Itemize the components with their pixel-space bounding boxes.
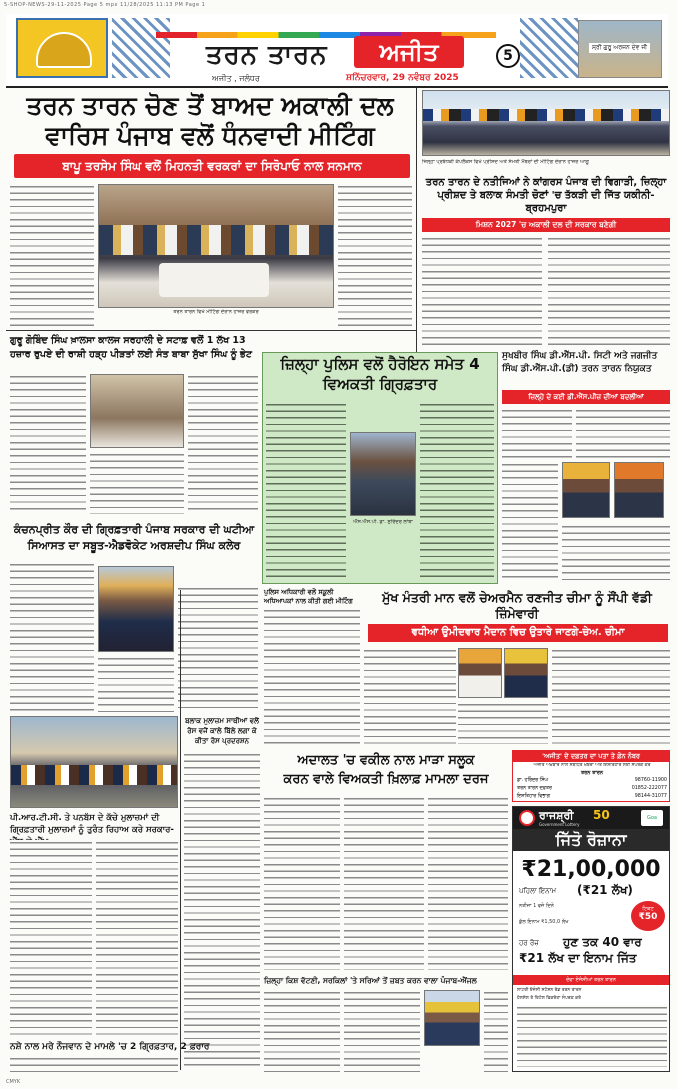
ad-sign: ਸ੍ਰੀ ਗੁਰੂ ਅਰਜਨ ਦੇਵ ਜੀ <box>589 43 650 53</box>
rule-h1 <box>6 330 416 331</box>
lottery-contact-head: ਦੇਵਾ ਏਜੰਸੀਆਂ ਤਰਨ ਤਾਰਨ <box>513 975 669 985</box>
court-body-1 <box>264 796 340 970</box>
bottom-mid-photo <box>424 990 480 1046</box>
lead-body-col1 <box>10 184 94 326</box>
lottery-brand-num: 50 <box>593 808 610 822</box>
bottom-mid-headline: ਜ਼ਿਲ੍ਹਾ ਕਿਸ਼ ਵੱਟਣੀ, ਸਰਕਿਲਾਂ 'ਤੇ ਸਰਿਆਂ ਤੋਂ ਜ਼ਬਤ ਕਰਨ ਵਾਲਾ ਪੰਜਾਬ-ਐਂਜਲ <box>264 976 477 985</box>
contact-intro: ਅਜੀਤ ਅਖ਼ਬਾਰ ਨਾਲ ਸਬੰਧਿਤ ਖ਼ਬਰਾਂ ਅਤੇ ਇਸ਼ਤਿਹਾਰ ਲਈ ਸੰਪਰਕ ਕਰੋ <box>533 763 651 768</box>
masthead <box>6 14 668 88</box>
prtc-body-1 <box>10 840 92 1036</box>
right-top-subbanner: ਮਿਸ਼ਨ 2027 'ਚ ਅਕਾਲੀ ਦਲ ਦੀ ਸਰਕਾਰ ਬਣੇਗੀ <box>422 218 670 232</box>
right-top-headline: ਤਰਨ ਤਾਰਨ ਦੇ ਨਤੀਜਿਆਂ ਨੇ ਕਾਂਗਰਸ ਪੰਜਾਬ ਦੀ ਵਿਗਾੜੀ, ਜ਼ਿਲ੍ਹਾ ਪ੍ਰੀਸ਼ਦ ਤੇ ਬਲਾਕ ਸੰਮਤੀ ਚੋਣਾਂ 'ਚ ਤੱਕੜੀ ਦੀ ਜਿੱਤ ਯਕੀਨੀ-ਬ੍ਰਹਮਪੁਰਾ <box>425 177 667 214</box>
lottery-contact-2: ਹੋਲਸੇਲ ਤੇ ਰਿਟੇਲ ਵਿਕਰੇਤਾ ਸੰਪਰਕ ਕਰੋ <box>517 996 581 1001</box>
promo-body-1 <box>502 408 572 460</box>
bottom-mid-body-2 <box>344 990 420 1072</box>
lead-headline-2: ਵਾਰਿਸ ਪੰਜਾਬ ਵਲੋਂ ਧੰਨਵਾਦੀ ਮੀਟਿੰਗ <box>45 121 375 150</box>
college-body-2 <box>90 452 184 514</box>
cm-body-2 <box>458 702 548 744</box>
colmid-body <box>184 752 260 1070</box>
prtc-body-2 <box>96 840 178 1036</box>
contact-office: ਤਰਨ ਤਾਰਨ <box>580 770 604 776</box>
cm-photo-2 <box>504 648 548 698</box>
column-rule-2 <box>180 590 181 1070</box>
masthead-sub: ਅਜੀਤ , ਜਲੰਧਰ <box>212 74 260 83</box>
contact-phone: 98760-11900 <box>634 778 667 783</box>
lottery-weekly: ਕੁੱਲ ਇਨਾਮ ₹1,50,0 ਲੱਖ <box>519 919 569 925</box>
print-header: 5-SHOP-NEWS-29-11-2025 Page 5 mpx 11/28/2025 11:13 PM Page 1 <box>4 2 206 8</box>
lottery-logo-icon <box>519 810 535 826</box>
police-headline: ਜ਼ਿਲ੍ਹਾ ਪੁਲਿਸ ਵਲੋਂ ਹੈਰੋਇਨ ਸਮੇਤ 4 ਵਿਅਕਤੀ ਗ੍ਰਿਫ਼ਤਾਰ <box>280 355 480 393</box>
contact-name: ਇਸ਼ਤਿਹਾਰ ਵਿਭਾਗ <box>517 794 550 799</box>
arrest-photo <box>98 566 174 652</box>
lottery-brand-bar <box>513 807 669 829</box>
contact-phone: 98144-31077 <box>634 794 667 799</box>
masthead-date: ਸ਼ਨਿੱਚਰਵਾਰ, 29 ਨਵੰਬਰ 2025 <box>346 73 459 83</box>
college-body-1 <box>10 374 86 514</box>
contact-phone: 01852-222077 <box>631 786 667 791</box>
lottery-draw-time: ਨਤੀਜਾ 1 ਵਜੇ ਦਿਨੇ <box>519 903 554 909</box>
section-title: ਤਰਨ ਤਾਰਨ <box>206 40 328 70</box>
police-body-2 <box>420 402 494 580</box>
promo-body-4 <box>562 524 670 582</box>
court-headline-1: ਅਦਾਲਤ 'ਚ ਵਕੀਲ ਨਾਲ ਮਾੜਾ ਸਲੂਕ <box>297 753 475 768</box>
lottery-contact-1: ਲਾਟਰੀ ਏਜੰਸੀ ਸਟੇਸ਼ਨ ਰੋਡ ਤਰਨ ਤਾਰਨ <box>517 988 582 993</box>
court-body-3 <box>428 796 508 970</box>
lead-photo-caption: ਤਰਨ ਤਾਰਨ ਵਿਖੇ ਮੀਟਿੰਗ ਦੌਰਾਨ ਹਾਜ਼ਰ ਵਰਕਰ <box>173 309 259 315</box>
cm-photo-1 <box>458 648 502 698</box>
ssp-photo <box>350 432 416 516</box>
college-photo <box>90 374 184 448</box>
arrest-headline: ਕੰਚਨਪ੍ਰੀਤ ਕੌਰ ਦੀ ਗ੍ਰਿਫ਼ਤਾਰੀ ਪੰਜਾਬ ਸਰਕਾਰ ਦੀ ਘਟੀਆ ਸਿਆਸਤ ਦਾ ਸਬੂਤ-ਐਡਵੋਕੇਟ ਅਰਸ਼ਦੀਪ ਸਿੰਘ ਕਲੇਰ <box>13 523 255 552</box>
cm-body-1 <box>364 648 456 744</box>
lottery-jitto: ਜਿੱਤੋ ਰੋਜ਼ਾਨਾ <box>513 829 669 851</box>
teacher-headline: ਪੁਲਿਸ ਅਧਿਕਾਰੀ ਵਲੋਂ ਸਕੂਲੀ ਅਧਿਆਪਕਾਂ ਨਾਲ ਕੀਤੀ ਗਈ ਮੀਟਿੰਗ <box>264 588 353 605</box>
prtc-headline: ਪੀ.ਆਰ.ਟੀ.ਸੀ. ਤੇ ਪਨਬੱਸ ਦੇ ਕੱਚੇ ਮੁਲਾਜ਼ਮਾਂ ਦੀ ਗ੍ਰਿਫ਼ਤਾਰੀ ਮੁਲਾਜ਼ਮਾਂ ਨੂੰ ਤੁਰੰਤ ਰਿਹਾਅ ਕਰੇ ਸਰਕਾਰ- <box>10 813 174 835</box>
cm-body-3 <box>552 648 670 744</box>
colmid-headline: ਬਲਾਕ ਮੁਲਾਜ਼ਮ ਸਾਥੀਆਂ ਵਲੋਂ ਰੋਸ ਵਜੋਂ ਕਾਲੇ ਬਿੱਲੇ ਲਗਾ ਕੇ ਕੀਤਾ ਰੋਸ ਪ੍ਰਦਰਸ਼ਨ <box>185 717 259 745</box>
police-body-1 <box>266 402 346 580</box>
lottery-ticket-badge <box>631 901 665 931</box>
dsp-photo-2 <box>614 462 664 518</box>
lottery-ticket-price: ₹50 <box>638 912 658 922</box>
lottery-brand: ਰਾਜਸ਼੍ਰੀ <box>539 809 574 822</box>
arrest-body-1 <box>10 562 94 712</box>
contact-box <box>512 750 670 802</box>
right-top-body-1 <box>422 236 542 346</box>
protest-photo <box>10 716 178 808</box>
lottery-daily: ਹਰ ਰੋਜ਼ <box>519 939 539 947</box>
arrest-body-2 <box>98 656 174 712</box>
lottery-first-prize: ਪਹਿਲਾ ਇਨਾਮ <box>519 887 557 895</box>
arrest-body-3 <box>178 586 258 712</box>
promo-body-2 <box>576 408 670 460</box>
court-body-2 <box>344 796 424 970</box>
contact-name: ਡਾ. ਹਰਿੰਦਰ ਸਿੰਘ <box>517 778 548 783</box>
right-top-body-2 <box>548 236 670 346</box>
promo-body-3 <box>502 462 558 582</box>
bottom-mid-body-3 <box>484 990 508 1072</box>
print-footer: CMYK <box>6 1079 21 1085</box>
lottery-ad <box>512 806 670 1072</box>
lead-banner: ਬਾਪੂ ਤਰਸੇਮ ਸਿੰਘ ਵਲੋਂ ਮਿਹਨਤੀ ਵਰਕਰਾਂ ਦਾ ਸਿਰੋਪਾਓ ਨਾਲ ਸਨਮਾਨ <box>14 154 410 178</box>
lead-photo <box>98 184 334 308</box>
lottery-brand-sub: Government Lottery <box>539 822 580 827</box>
bottom-mid-body-1 <box>264 990 340 1072</box>
contact-name: ਤਰਨ ਤਾਰਨ ਦਫ਼ਤਰ <box>517 786 552 791</box>
lottery-lakh: (₹21 ਲੱਖ) <box>577 883 633 897</box>
promo-banner: ਜ਼ਿਲ੍ਹੇ ਦੇ ਕਈ ਡੀ.ਐੱਸ.ਪੀਜ਼ ਦੀਆਂ ਬਦਲੀਆਂ <box>502 390 670 404</box>
promo-headline: ਸੁਖਬੀਰ ਸਿੰਘ ਡੀ.ਐੱਸ.ਪੀ. ਸਿਟੀ ਅਤੇ ਜਗਜੀਤ ਸਿੰਘ ਡੀ.ਐੱਸ.ਪੀ.(ਡੀ) ਤਰਨ ਤਾਰਨ ਨਿਯੁਕਤ <box>502 351 658 374</box>
lead-headline-1: ਤਰਨ ਤਾਰਨ ਚੋਣ ਤੋਂ ਬਾਅਦ ਅਕਾਲੀ ਦਲ <box>26 91 394 120</box>
decor-pattern-left <box>112 18 170 78</box>
golden-temple-logo <box>16 18 108 78</box>
dsp-photo-1 <box>562 462 610 518</box>
decor-pattern-right <box>520 18 578 78</box>
masthead-photo <box>578 20 662 78</box>
college-headline: ਗੁਰੂ ਗੋਬਿੰਦ ਸਿੰਘ ਖ਼ਾਲਸਾ ਕਾਲਜ ਸਰਹਾਲੀ ਦੇ ਸਟਾਫ਼ ਵਲੋਂ 1 ਲੱਖ 13 ਹਜ਼ਾਰ ਰੁਪਏ ਦੀ ਰਾਸ਼ੀ ਹੜ੍ਹ ਪੀੜਤਾਂ ਲਈ ਸੰਤ ਬਾਬਾ ਸੁੱਖਾ ਸਿੰਘ ਨੂੰ ਭੇਟ <box>10 335 252 360</box>
contact-rows <box>517 777 667 801</box>
brand-logo: ਅਜੀਤ <box>354 36 464 68</box>
lottery-upto: ਹੁਣ ਤਕ 40 ਵਾਰ <box>563 935 642 949</box>
cm-headline: ਮੁੱਖ ਮੰਤਰੀ ਮਾਨ ਵਲੋਂ ਚੇਅਰਮੈਨ ਰਣਜੀਤ ਚੀਮਾ ਨੂੰ ਸੌਂਪੀ ਵੱਡੀ ਜ਼ਿੰਮੇਵਾਰੀ <box>382 590 652 621</box>
lottery-prize-line: ₹21 ਲੱਖ ਦਾ ਇਨਾਮ ਜਿੱਤ <box>519 951 637 965</box>
ssp-photo-caption: ਐੱਸ.ਐੱਸ.ਪੀ. ਡਾ. ਸੁਰਿੰਦਰ ਲਾਂਬਾ <box>353 519 413 525</box>
lottery-fine-print <box>517 1005 667 1067</box>
contact-title: 'ਅਜੀਤ' ਦੇ ਦਫ਼ਤਰ ਦਾ ਪਤਾ ਤੇ ਫ਼ੋਨ ਨੰਬਰ <box>513 751 669 762</box>
lottery-amount: ₹21,00,000 <box>521 857 661 882</box>
lead-body-col3 <box>338 184 412 326</box>
college-body-3 <box>188 374 258 514</box>
right-top-photo <box>422 90 670 156</box>
lottery-goa: Goa <box>641 810 663 826</box>
right-top-caption: ਜ਼ਿਲ੍ਹਾ ਪ੍ਰਬੰਧਕੀ ਕੰਪਲੈਕਸ ਵਿਖੇ ਪ੍ਰੀਸ਼ਦ ਅਤੇ ਸੰਮਤੀ ਮੈਂਬਰਾਂ ਦੀ ਮੀਟਿੰਗ ਦੌਰਾਨ ਹਾਜ਼ਰ ਆਗੂ <box>422 159 589 165</box>
court-headline-2: ਕਰਨ ਵਾਲੇ ਵਿਅਕਤੀ ਖ਼ਿਲਾਫ਼ ਮਾਮਲਾ ਦਰਜ <box>283 772 489 787</box>
lottery-ticket-label: ਟਿਕਟ <box>642 906 654 912</box>
drug-body <box>10 1056 178 1072</box>
teacher-body <box>264 608 360 744</box>
cm-banner: ਵਧੀਆ ਉਮੀਦਵਾਰ ਮੈਦਾਨ ਵਿਚ ਉਤਾਰੇ ਜਾਣਗੇ-ਚੇਅ. ਚੀਮਾ <box>368 624 668 642</box>
drug-headline: ਨਸ਼ੇ ਨਾਲ ਮਰੇ ਨੌਜਵਾਨ ਦੇ ਮਾਮਲੇ 'ਚ 2 ਗ੍ਰਿਫ਼ਤਾਰ, 2 ਫ਼ਰਾਰ <box>10 1042 210 1052</box>
page-number: 5 <box>496 44 520 68</box>
